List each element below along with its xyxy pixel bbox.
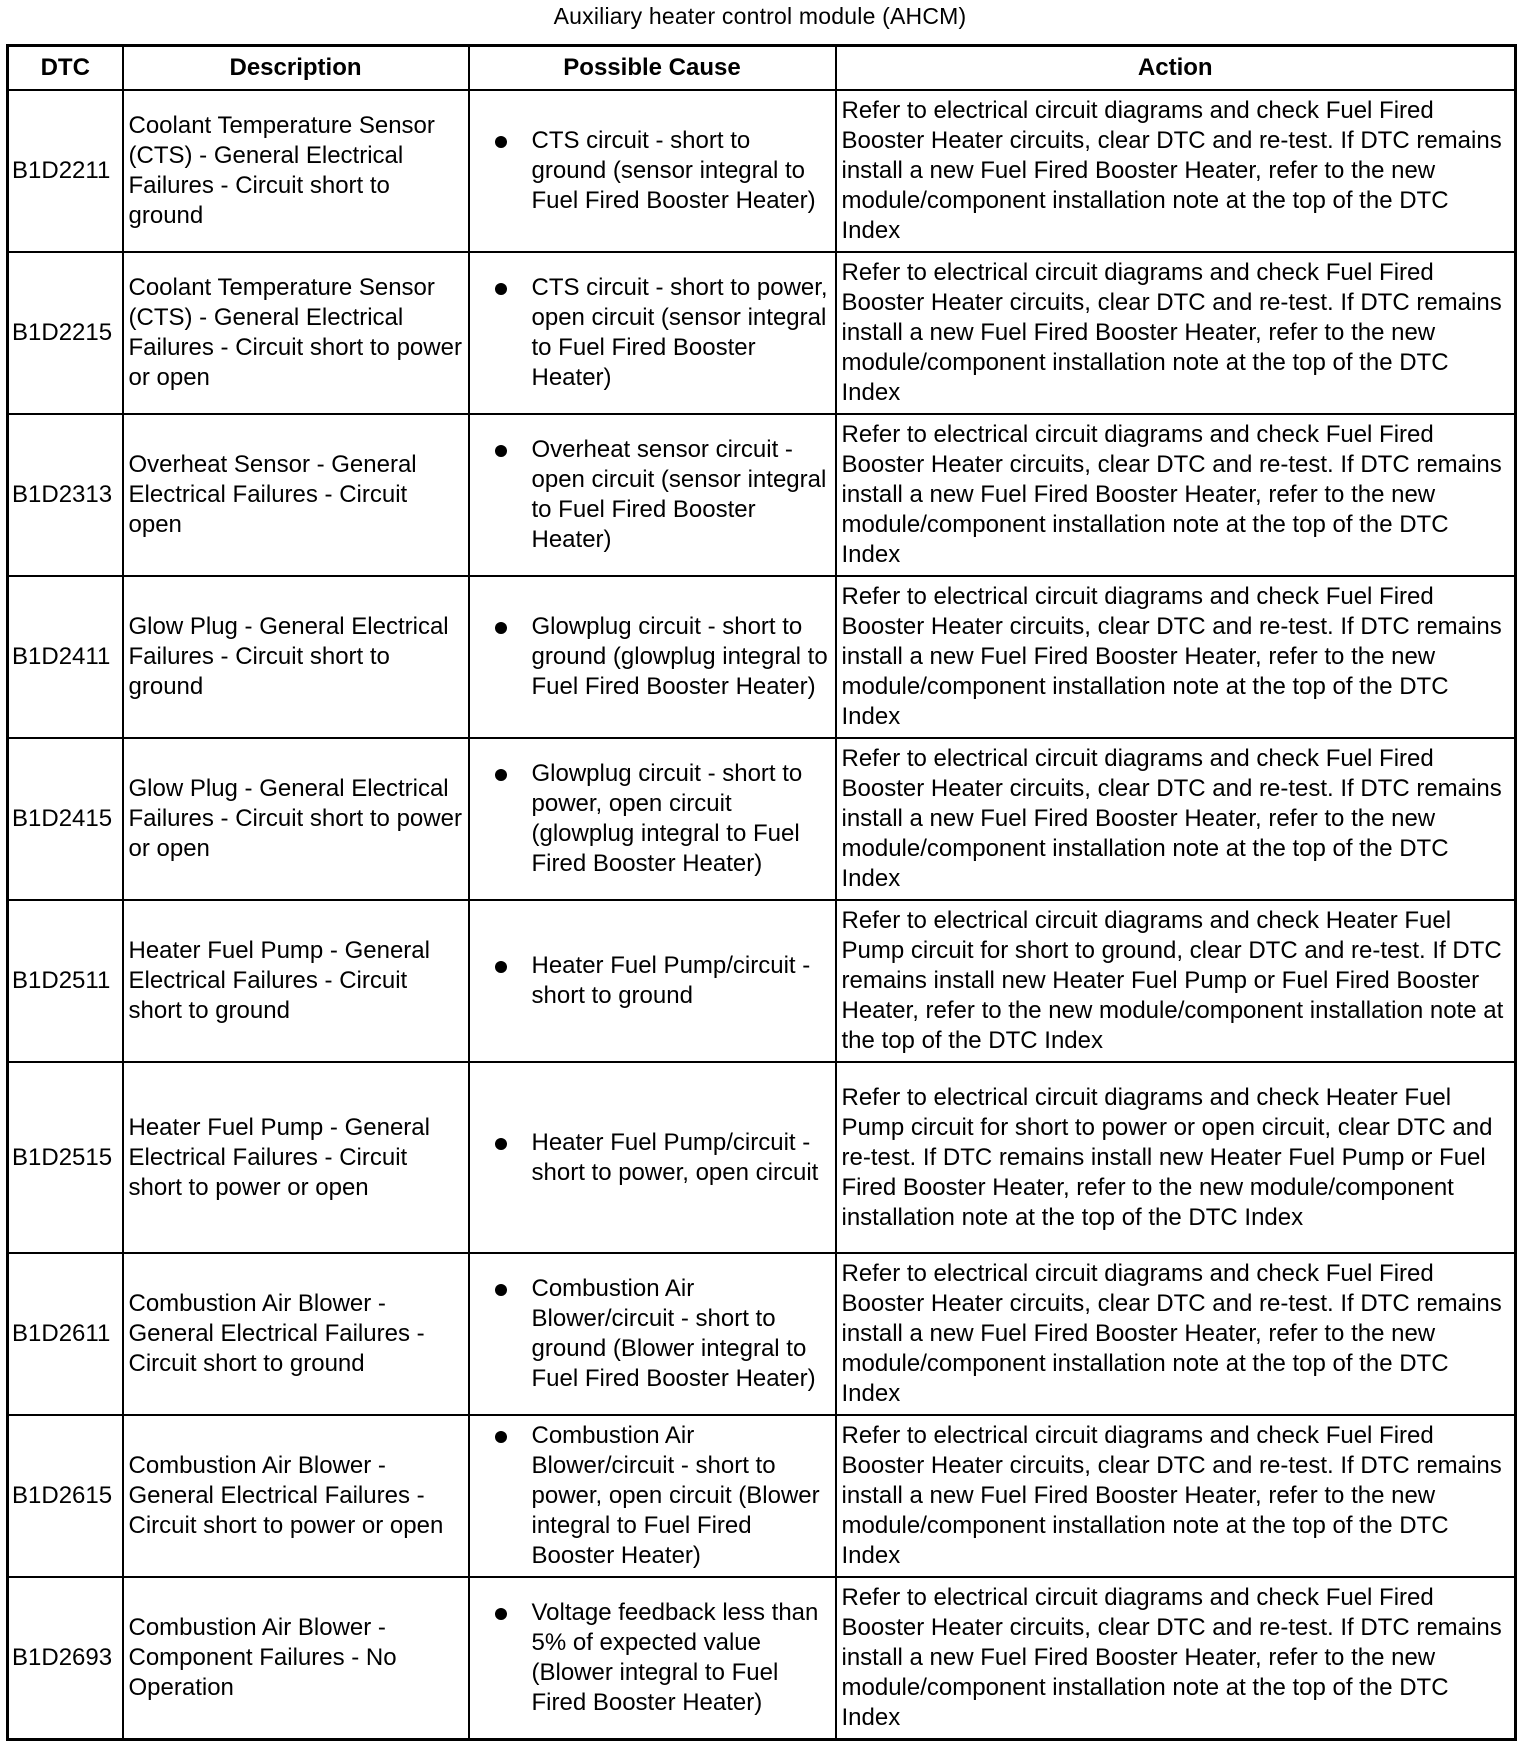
bullet-icon [495,1138,507,1150]
table-row [8,1577,1516,1739]
description-cell: Glow Plug - General Electrical Failures - Circuit short to ground [123,576,469,738]
dtc-code-cell: B1D2211 [8,90,123,252]
list-item [475,1421,830,1571]
dtc-code-cell: B1D2511 [8,900,123,1062]
dtc-code-cell: B1D2313 [8,414,123,576]
bullet-icon [495,136,507,148]
description-cell: Heater Fuel Pump - General Electrical Failures - Circuit short to ground [123,900,469,1062]
possible-cause-cell [469,1253,836,1415]
cause-list [475,1421,830,1571]
cause-list [475,1274,830,1394]
cause-text: Voltage feedback less than 5% of expected value (Blower integral to Fuel Fired Booster Heater) [531,1598,819,1716]
cause-text: Combustion Air Blower/circuit - short to power, open circuit (Blower integral to Fuel Fired Booster Heater) [531,1422,820,1569]
cause-list [475,1128,830,1188]
action-cell: Refer to electrical circuit diagrams and check Fuel Fired Booster Heater circuits, clear DTC and re-test. If DTC remains install a new Fuel Fired Booster Heater, refer to the new module/component installation note at the top of the DTC Index [836,1253,1516,1415]
possible-cause-cell [469,90,836,252]
dtc-code-cell: B1D2215 [8,252,123,414]
action-cell: Refer to electrical circuit diagrams and check Fuel Fired Booster Heater circuits, clear DTC and re-test. If DTC remains install a new Fuel Fired Booster Heater, refer to the new module/component installation note at the top of the DTC Index [836,576,1516,738]
description-cell: Heater Fuel Pump - General Electrical Failures - Circuit short to power or open [123,1062,469,1253]
list-item [475,1274,830,1394]
action-cell: Refer to electrical circuit diagrams and check Fuel Fired Booster Heater circuits, clear DTC and re-test. If DTC remains install a new Fuel Fired Booster Heater, refer to the new module/component installation note at the top of the DTC Index [836,1577,1516,1739]
cause-list [475,273,830,393]
cause-text: Glowplug circuit - short to power, open circuit (glowplug integral to Fuel Fired Booster Heater) [531,760,803,877]
possible-cause-cell [469,738,836,900]
dtc-code-cell: B1D2693 [8,1577,123,1739]
page-title: Auxiliary heater control module (AHCM) [553,3,967,29]
column-header-description: Description [123,46,469,91]
table-row [8,576,1516,738]
action-cell: Refer to electrical circuit diagrams and check Fuel Fired Booster Heater circuits, clear DTC and re-test. If DTC remains install a new Fuel Fired Booster Heater, refer to the new module/component installation note at the top of the DTC Index [836,414,1516,576]
list-item [475,1598,830,1718]
description-cell: Combustion Air Blower - General Electrical Failures - Circuit short to ground [123,1253,469,1415]
dtc-code-cell: B1D2415 [8,738,123,900]
list-item [475,126,830,216]
table-row [8,738,1516,900]
action-cell: Refer to electrical circuit diagrams and check Fuel Fired Booster Heater circuits, clear DTC and re-test. If DTC remains install a new Fuel Fired Booster Heater, refer to the new module/component installation note at the top of the DTC Index [836,738,1516,900]
table-row [8,1415,1516,1577]
action-cell: Refer to electrical circuit diagrams and check Heater Fuel Pump circuit for short to power or open circuit, clear DTC and re-test. If DTC remains install new Heater Fuel Pump or Fuel Fired Booster Heater, refer to the new module/component installation note at the top of the DTC Index [836,1062,1516,1253]
table-row [8,1253,1516,1415]
table-row [8,414,1516,576]
bullet-icon [495,1284,507,1296]
dtc-code-cell: B1D2615 [8,1415,123,1577]
possible-cause-cell [469,1415,836,1577]
table-row [8,252,1516,414]
action-cell: Refer to electrical circuit diagrams and check Fuel Fired Booster Heater circuits, clear DTC and re-test. If DTC remains install a new Fuel Fired Booster Heater, refer to the new module/component installation note at the top of the DTC Index [836,90,1516,252]
possible-cause-cell [469,900,836,1062]
list-item [475,759,830,879]
description-cell: Coolant Temperature Sensor (CTS) - General Electrical Failures - Circuit short to ground [123,90,469,252]
list-item [475,435,830,555]
bullet-icon [495,769,507,781]
header-row [8,46,1516,91]
action-cell: Refer to electrical circuit diagrams and check Fuel Fired Booster Heater circuits, clear DTC and re-test. If DTC remains install a new Fuel Fired Booster Heater, refer to the new module/component installation note at the top of the DTC Index [836,252,1516,414]
column-header-dtc: DTC [8,46,123,91]
column-header-cause: Possible Cause [469,46,836,91]
column-header-action: Action [836,46,1516,91]
action-cell: Refer to electrical circuit diagrams and check Heater Fuel Pump circuit for short to ground, clear DTC and re-test. If DTC remains install new Heater Fuel Pump or Fuel Fired Booster Heater, refer to the new module/component installation note at the top of the DTC Index [836,900,1516,1062]
cause-list [475,612,830,702]
cause-text: Heater Fuel Pump/circuit - short to ground [531,952,811,1009]
cause-text: Combustion Air Blower/circuit - short to ground (Blower integral to Fuel Fired Booster Heater) [531,1275,816,1392]
possible-cause-cell [469,1062,836,1253]
table-row [8,1062,1516,1253]
bullet-icon [495,961,507,973]
table-row [8,90,1516,252]
table-row [8,900,1516,1062]
possible-cause-cell [469,1577,836,1739]
cause-text: Glowplug circuit - short to ground (glowplug integral to Fuel Fired Booster Heater) [531,613,828,700]
possible-cause-cell [469,576,836,738]
cause-text: CTS circuit - short to ground (sensor integral to Fuel Fired Booster Heater) [531,127,816,214]
description-cell: Combustion Air Blower - Component Failures - No Operation [123,1577,469,1739]
cause-list [475,759,830,879]
action-cell: Refer to electrical circuit diagrams and check Fuel Fired Booster Heater circuits, clear DTC and re-test. If DTC remains install a new Fuel Fired Booster Heater, refer to the new module/component installation note at the top of the DTC Index [836,1415,1516,1577]
list-item [475,273,830,393]
list-item [475,951,830,1011]
dtc-code-cell: B1D2411 [8,576,123,738]
possible-cause-cell [469,252,836,414]
dtc-code-cell: B1D2515 [8,1062,123,1253]
bullet-icon [495,622,507,634]
cause-text: CTS circuit - short to power, open circuit (sensor integral to Fuel Fired Booster Heater) [531,274,828,391]
bullet-icon [495,1608,507,1620]
dtc-table [6,44,1517,1741]
bullet-icon [495,1431,507,1443]
cause-list [475,126,830,216]
cause-list [475,1598,830,1718]
cause-text: Heater Fuel Pump/circuit - short to power, open circuit [531,1128,819,1186]
description-cell: Glow Plug - General Electrical Failures - Circuit short to power or open [123,738,469,900]
cause-text: Overheat sensor circuit - open circuit (sensor integral to Fuel Fired Booster Heater) [531,436,827,553]
list-item [475,1128,830,1188]
description-cell: Overheat Sensor - General Electrical Failures - Circuit open [123,414,469,576]
cause-list [475,951,830,1011]
cause-list [475,435,830,555]
description-cell: Coolant Temperature Sensor (CTS) - General Electrical Failures - Circuit short to power or open [123,252,469,414]
possible-cause-cell [469,414,836,576]
bullet-icon [495,283,507,295]
list-item [475,612,830,702]
bullet-icon [495,445,507,457]
description-cell: Combustion Air Blower - General Electrical Failures - Circuit short to power or open [123,1415,469,1577]
dtc-code-cell: B1D2611 [8,1253,123,1415]
